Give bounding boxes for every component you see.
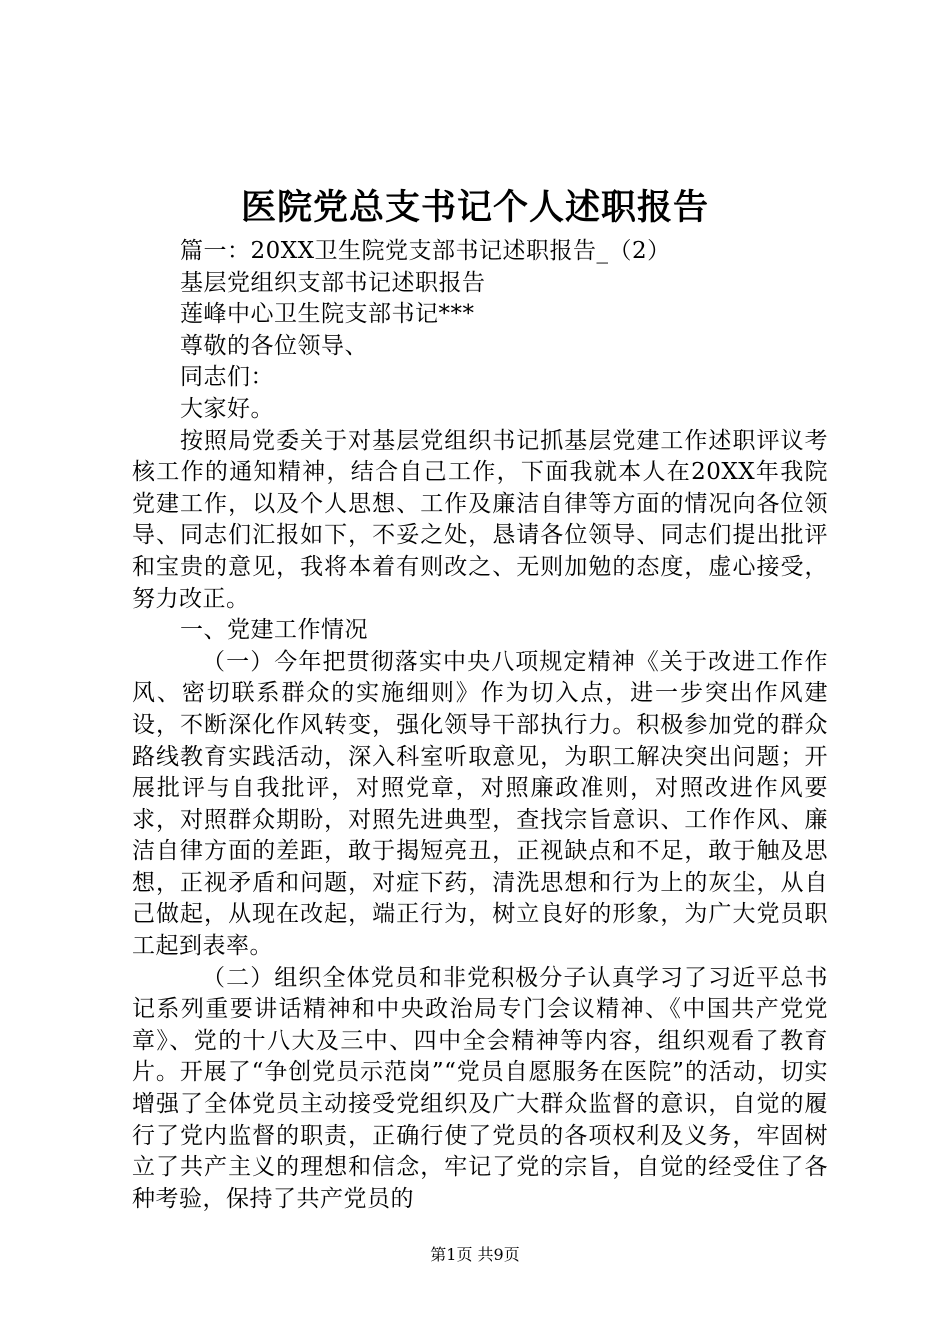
page-number-footer: 第1页 共9页 — [430, 1245, 520, 1264]
text-line: 大家好。 — [180, 395, 274, 422]
text-line: 尊敬的各位领导、 — [180, 332, 368, 359]
document-body — [132, 236, 828, 1215]
text-line: 同志们： — [180, 364, 274, 391]
text-line: 篇一：20XX卫生院党支部书记述职报告_（2） — [180, 238, 671, 264]
text-line: 莲峰中心卫生院支部书记*** — [180, 301, 475, 328]
paragraph-intro: 按照局党委关于对基层党组织书记抓基层党建工作述职评议考核工作的通知精神，结合自己工作，下面我就本人在20XX年我院党建工作，以及个人思想、工作及廉洁自律等方面的情况向各位领导、同志们汇报如下，不妥之处，恳请各位领导、同志们提出批评和宝贵的意见，我将本着有则改之、无则加勉的态度，虚心接受，努力改正。 — [132, 427, 828, 612]
section-heading: 一、党建工作情况 — [180, 617, 368, 644]
paragraph-section-2: （二）组织全体党员和非党积极分子认真学习了习近平总书记系列重要讲话精神和中央政治局专门会议精神、《中国共产党党章》、党的十八大及三中、四中全会精神等内容，组织观看了教育片。开展了“争创党员示范岗”“党员自愿服务在医院”的活动，切实增强了全体党员主动接受党组织及广大群众监督的意识，自觉的履行了党内监督的职责，正确行使了党员的各项权利及义务，牢固树立了共产主义的理想和信念，牢记了党的宗旨，自觉的经受住了各种考验，保持了共产党员的 — [132, 964, 828, 1212]
paragraph-section-1: （一）今年把贯彻落实中央八项规定精神《关于改进工作作风、密切联系群众的实施细则》作为切入点，进一步突出作风建设，不断深化作风转变，强化领导干部执行力。积极参加党的群众路线教育实践活动，深入科室听取意见，为职工解决突出问题；开展批评与自我批评，对照党章，对照廉政准则，对照改进作风要求，对照群众期盼，对照先进典型，查找宗旨意识、工作作风、廉洁自律方面的差距，敢于揭短亮丑，正视缺点和不足，敢于触及思想，正视矛盾和问题，对症下药，清洗思想和行为上的灰尘，从自己做起，从现在改起，端正行为，树立良好的形象，为广大党员职工起到表率。 — [132, 648, 828, 960]
text-line: 基层党组织支部书记述职报告 — [180, 269, 486, 296]
document-title: 医院党总支书记个人述职报告 — [240, 187, 709, 228]
